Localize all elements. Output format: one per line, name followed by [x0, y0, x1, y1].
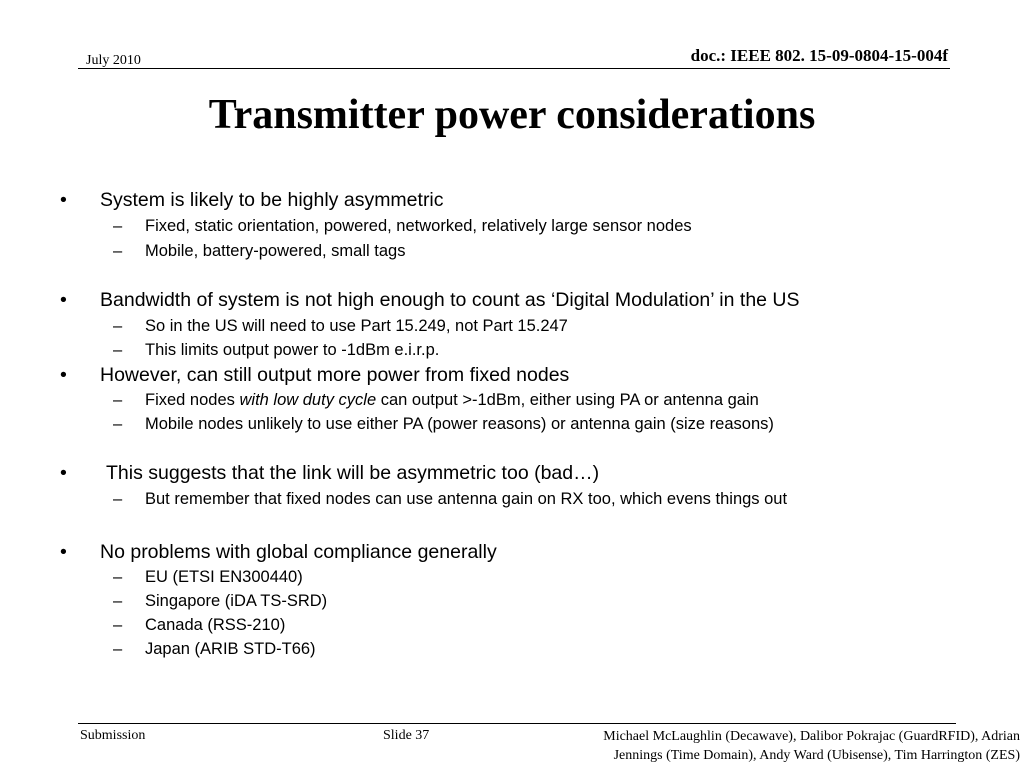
dash-mark: – — [113, 640, 123, 658]
footer-authors — [500, 727, 1020, 765]
footer-authors-line: Michael McLaughlin (Decawave), Dalibor Pokrajac (GuardRFID), Adrian — [603, 729, 1020, 744]
header-date: July 2010 — [86, 53, 141, 68]
sub-text: But remember that fixed nodes can use antenna gain on RX too, which evens things out — [145, 490, 788, 508]
dash-mark: – — [113, 341, 123, 359]
header-divider — [78, 68, 950, 69]
sub-text: Mobile nodes unlikely to use either PA (power reasons) or antenna gain (size reasons) — [145, 415, 774, 433]
sub-text: Japan (ARIB STD-T66) — [145, 640, 316, 658]
header-doc-id: doc.: IEEE 802. 15-09-0804-15-004f — [690, 46, 948, 65]
dash-mark: – — [113, 616, 123, 634]
dash-mark: – — [113, 391, 123, 409]
slide-title: Transmitter power considerations — [208, 92, 816, 138]
bullet-text: However, can still output more power from fixed nodes — [100, 364, 570, 386]
dash-mark: – — [113, 568, 123, 586]
bullet-mark: • — [60, 541, 67, 563]
sub-text: So in the US will need to use Part 15.249, not Part 15.247 — [145, 317, 568, 335]
sub-text-after: can output >-1dBm, either using PA or antenna gain — [376, 391, 759, 409]
footer-submission: Submission — [80, 728, 146, 743]
bullet-mark: • — [60, 289, 67, 311]
sub-text-italic: with low duty cycle — [239, 391, 377, 409]
bullet-text: Bandwidth of system is not high enough to count as ‘Digital Modulation’ in the US — [100, 289, 800, 311]
footer-divider — [78, 723, 956, 724]
footer-authors-line: Jennings (Time Domain), Andy Ward (Ubisense), Tim Harrington (ZES) — [613, 748, 1020, 763]
sub-text: This limits output power to -1dBm e.i.r.p. — [145, 341, 440, 359]
dash-mark: – — [113, 217, 123, 235]
dash-mark: – — [113, 242, 123, 260]
bullet-text: This suggests that the link will be asymmetric too (bad…) — [106, 462, 600, 484]
dash-mark: – — [113, 592, 123, 610]
sub-text — [145, 390, 759, 410]
bullet-mark: • — [60, 364, 67, 386]
sub-text: Fixed, static orientation, powered, networked, relatively large sensor nodes — [145, 217, 692, 235]
bullet-text: System is likely to be highly asymmetric — [100, 189, 444, 211]
sub-text-before: Fixed nodes — [145, 391, 240, 409]
dash-mark: – — [113, 415, 123, 433]
dash-mark: – — [113, 317, 123, 335]
sub-text: Mobile, battery-powered, small tags — [145, 242, 406, 260]
footer-slide-number: Slide 37 — [383, 728, 430, 743]
sub-text: Canada (RSS-210) — [145, 616, 286, 634]
bullet-mark: • — [60, 462, 67, 484]
sub-text: EU (ETSI EN300440) — [145, 568, 303, 586]
dash-mark: – — [113, 490, 123, 508]
bullet-text: No problems with global compliance generally — [100, 541, 497, 563]
sub-text: Singapore (iDA TS-SRD) — [145, 592, 328, 610]
bullet-mark: • — [60, 189, 67, 211]
